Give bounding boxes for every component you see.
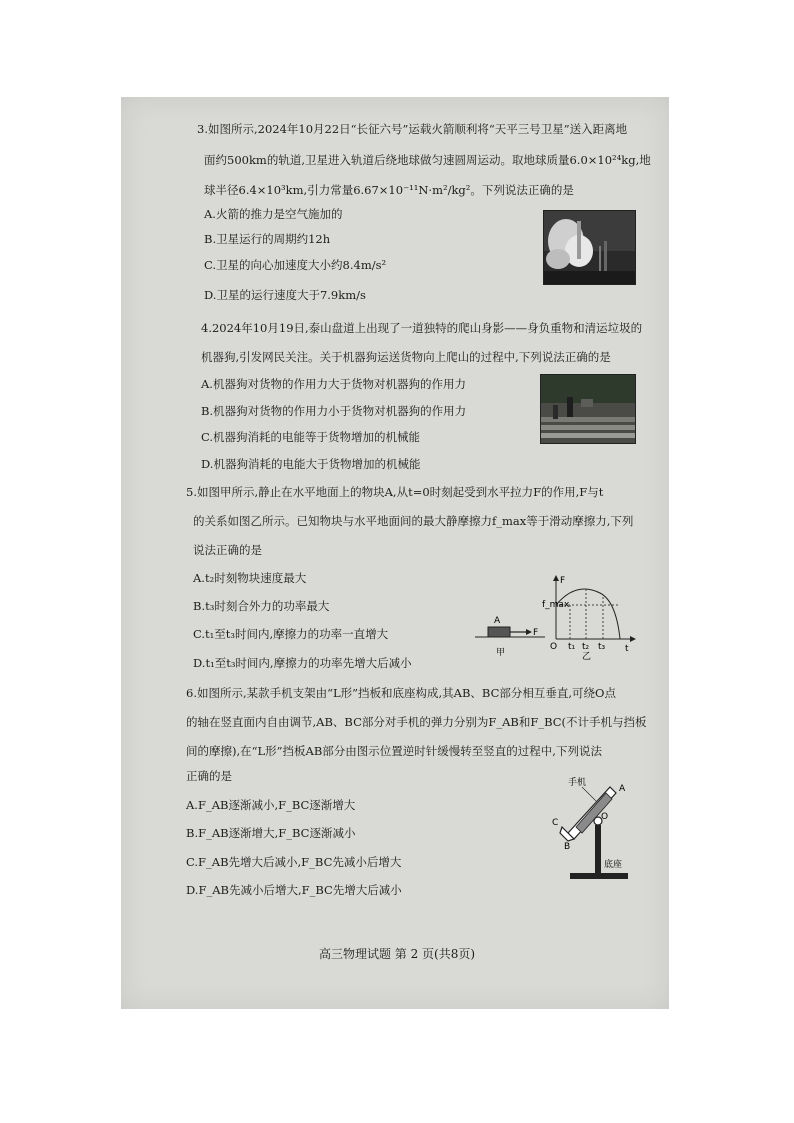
stand-pole (595, 825, 601, 873)
force-arrowhead (526, 629, 532, 635)
origin-label: O (550, 642, 558, 652)
t3-label: t₃ (598, 642, 606, 652)
f-axis-label: F (560, 576, 566, 586)
fig-yi-label: 乙 (582, 652, 592, 660)
q6-phone-stand-figure (548, 775, 638, 890)
q3-stem-line3: 球半径6.4×10³km,引力常量6.67×10⁻¹¹N·m²/kg²。下列说法正确的是 (204, 183, 574, 197)
q4-option-d: D.机器狗消耗的电能大于货物增加的机械能 (201, 457, 421, 471)
t-axis-label: t (625, 644, 629, 654)
q6-stem-line4: 正确的是 (186, 769, 232, 783)
stand-base (570, 873, 628, 879)
q6-option-b: B.F_AB逐渐增大,F_BC逐渐减小 (186, 826, 356, 840)
f-t-curve (556, 589, 620, 639)
q5-option-d: D.t₁至t₃时间内,摩擦力的功率先增大后减小 (193, 656, 412, 670)
q4-stem-line1: 4.2024年10月19日,泰山盘道上出现了一道独特的爬山身影——身负重物和清运垃圾的 (201, 321, 643, 335)
q6-option-a: A.F_AB逐渐减小,F_BC逐渐增大 (186, 798, 356, 812)
q6-stem-line2: 的轴在竖直面内自由调节,AB、BC部分对手机的弹力分别为F_AB和F_BC(不计手机与挡板 (186, 715, 647, 729)
base-label: 底座 (604, 860, 623, 870)
q4-option-b: B.机器狗对货物的作用力小于货物对机器狗的作用力 (201, 404, 467, 418)
q6-stem-line1: 6.如图所示,某款手机支架由“L形”挡板和底座构成,其AB、BC部分相互垂直,可绕O点 (186, 686, 616, 700)
fmax-label: f_max (542, 600, 570, 610)
t2-label: t₂ (582, 642, 590, 652)
phone-label: 手机 (568, 778, 587, 788)
q5-stem-line1: 5.如图甲所示,静止在水平地面上的物块A,从t=0时刻起受到水平拉力F的作用,F与t (186, 485, 604, 499)
q5-stem-line2: 的关系如图乙所示。已知物块与水平地面间的最大静摩擦力f_max等于滑动摩擦力,下列 (193, 514, 634, 528)
q4-stem-line2: 机器狗,引发网民关注。关于机器狗运送货物向上爬山的过程中,下列说法正确的是 (201, 350, 611, 364)
q6-option-d: D.F_AB先减小后增大,F_BC先增大后减小 (186, 883, 402, 897)
q5-figure (470, 575, 636, 660)
q5-stem-line3: 说法正确的是 (193, 543, 262, 557)
rocket-launch-photo (543, 210, 636, 285)
q3-stem-line1: 3.如图所示,2024年10月22日“长征六号”运载火箭顺利将“天平三号卫星”送入距离地 (197, 122, 628, 136)
q6-option-c: C.F_AB先增大后减小,F_BC先减小后增大 (186, 855, 402, 869)
q3-option-c: C.卫星的向心加速度大小约8.4m/s² (204, 258, 387, 272)
q6-stem-line3: 间的摩擦),在“L形”挡板AB部分由图示位置逆时针缓慢转至竖直的过程中,下列说法 (186, 744, 602, 758)
q3-option-b: B.卫星运行的周期约12h (204, 232, 331, 246)
point-b-label: B (564, 842, 571, 852)
page-footer: 高三物理试题 第 2 页(共8页) (318, 947, 476, 961)
q4-option-c: C.机器狗消耗的电能等于货物增加的机械能 (201, 430, 421, 444)
q3-stem-line2: 面约500km的轨道,卫星进入轨道后绕地球做匀速圆周运动。取地球质量6.0×10²⁴kg,地 (204, 153, 651, 167)
q3-option-a: A.火箭的推力是空气施加的 (204, 207, 343, 221)
force-label: F (533, 628, 539, 638)
t1-label: t₁ (568, 642, 576, 652)
q5-option-c: C.t₁至t₃时间内,摩擦力的功率一直增大 (193, 627, 389, 641)
block-a (488, 627, 510, 637)
point-a-label: A (619, 784, 626, 794)
fig-jia-label: 甲 (496, 648, 506, 658)
q3-option-d: D.卫星的运行速度大于7.9km/s (204, 288, 366, 302)
point-o-label: O (601, 812, 609, 822)
q4-option-a: A.机器狗对货物的作用力大于货物对机器狗的作用力 (201, 377, 466, 391)
robot-dog-photo (540, 374, 636, 444)
point-c-label: C (552, 818, 559, 828)
q5-option-a: A.t₂时刻物块速度最大 (193, 571, 307, 585)
block-label: A (494, 616, 501, 626)
q5-option-b: B.t₃时刻合外力的功率最大 (193, 599, 330, 613)
